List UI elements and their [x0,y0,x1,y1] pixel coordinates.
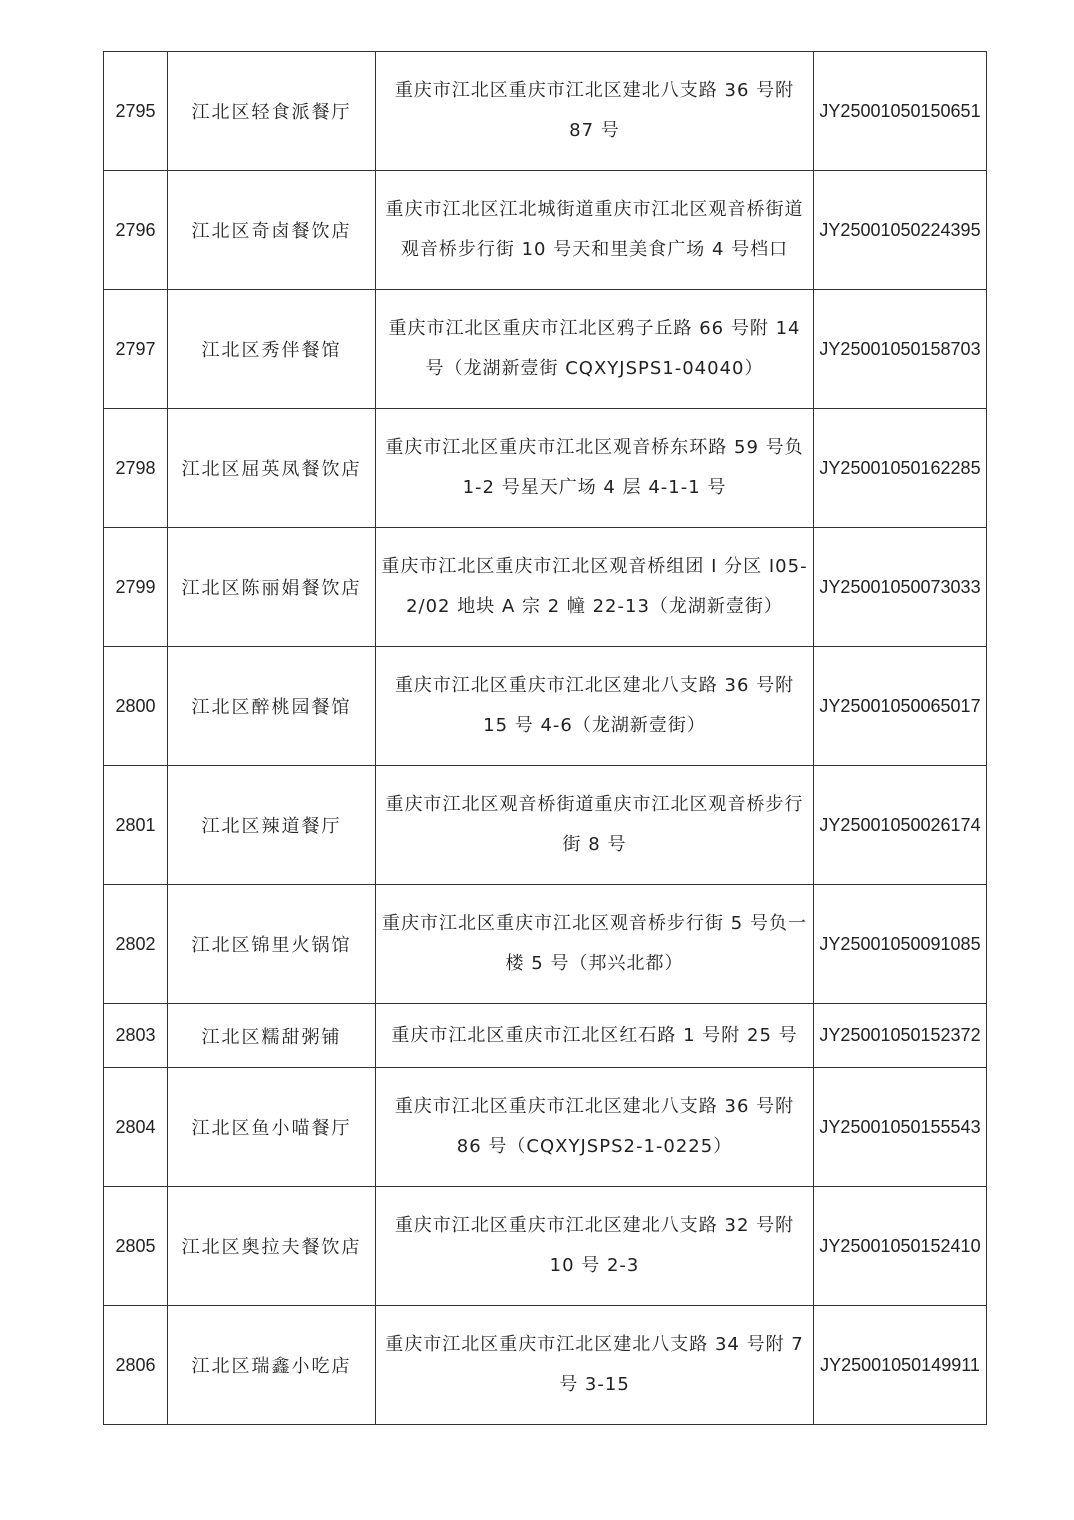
row-number: 2805 [104,1187,168,1306]
business-name: 江北区陈丽娟餐饮店 [168,528,376,647]
business-name: 江北区辣道餐厅 [168,766,376,885]
business-name: 江北区奥拉夫餐饮店 [168,1187,376,1306]
license-number: JY25001050091085 [814,885,987,1004]
business-address: 重庆市江北区重庆市江北区建北八支路 36 号附 86 号（CQXYJSPS2-1-0225） [376,1068,814,1187]
business-name: 江北区轻食派餐厅 [168,52,376,171]
row-number: 2800 [104,647,168,766]
license-number: JY25001050152410 [814,1187,987,1306]
license-number: JY25001050150651 [814,52,987,171]
business-name: 江北区糯甜粥铺 [168,1004,376,1068]
business-name: 江北区奇卤餐饮店 [168,171,376,290]
table-row [104,52,987,171]
license-number: JY25001050073033 [814,528,987,647]
row-number: 2806 [104,1306,168,1425]
table-row [104,766,987,885]
registry-table [103,51,987,1425]
business-name: 江北区屈英凤餐饮店 [168,409,376,528]
business-address: 重庆市江北区观音桥街道重庆市江北区观音桥步行街 8 号 [376,766,814,885]
table-row [104,409,987,528]
business-name: 江北区瑞鑫小吃店 [168,1306,376,1425]
table-row [104,647,987,766]
row-number: 2801 [104,766,168,885]
license-number: JY25001050158703 [814,290,987,409]
business-name: 江北区鱼小喵餐厅 [168,1068,376,1187]
table-row [104,1004,987,1068]
license-number: JY25001050224395 [814,171,987,290]
business-address: 重庆市江北区重庆市江北区观音桥东环路 59 号负 1-2 号星天广场 4 层 4-1-1 号 [376,409,814,528]
table-row [104,528,987,647]
business-address: 重庆市江北区重庆市江北区红石路 1 号附 25 号 [376,1004,814,1068]
business-name: 江北区锦里火锅馆 [168,885,376,1004]
table-row [104,1068,987,1187]
table-row [104,290,987,409]
row-number: 2795 [104,52,168,171]
business-address: 重庆市江北区江北城街道重庆市江北区观音桥街道观音桥步行街 10 号天和里美食广场 4 号档口 [376,171,814,290]
license-number: JY25001050152372 [814,1004,987,1068]
business-address: 重庆市江北区重庆市江北区观音桥步行街 5 号负一楼 5 号（邦兴北都） [376,885,814,1004]
business-address: 重庆市江北区重庆市江北区建北八支路 34 号附 7 号 3-15 [376,1306,814,1425]
row-number: 2796 [104,171,168,290]
table-row [104,171,987,290]
table-row [104,1306,987,1425]
business-address: 重庆市江北区重庆市江北区建北八支路 32 号附 10 号 2-3 [376,1187,814,1306]
row-number: 2802 [104,885,168,1004]
business-address: 重庆市江北区重庆市江北区建北八支路 36 号附 87 号 [376,52,814,171]
row-number: 2799 [104,528,168,647]
table-row [104,1187,987,1306]
license-number: JY25001050149911 [814,1306,987,1425]
row-number: 2803 [104,1004,168,1068]
license-number: JY25001050162285 [814,409,987,528]
business-address: 重庆市江北区重庆市江北区观音桥组团 I 分区 I05-2/02 地块 A 宗 2 幢 22-13（龙湖新壹街） [376,528,814,647]
row-number: 2797 [104,290,168,409]
license-number: JY25001050155543 [814,1068,987,1187]
business-name: 江北区秀伴餐馆 [168,290,376,409]
business-address: 重庆市江北区重庆市江北区建北八支路 36 号附 15 号 4-6（龙湖新壹街） [376,647,814,766]
row-number: 2804 [104,1068,168,1187]
license-number: JY25001050065017 [814,647,987,766]
business-address: 重庆市江北区重庆市江北区鸦子丘路 66 号附 14 号（龙湖新壹街 CQXYJSPS1-04040） [376,290,814,409]
license-number: JY25001050026174 [814,766,987,885]
table-row [104,885,987,1004]
business-name: 江北区醉桃园餐馆 [168,647,376,766]
row-number: 2798 [104,409,168,528]
